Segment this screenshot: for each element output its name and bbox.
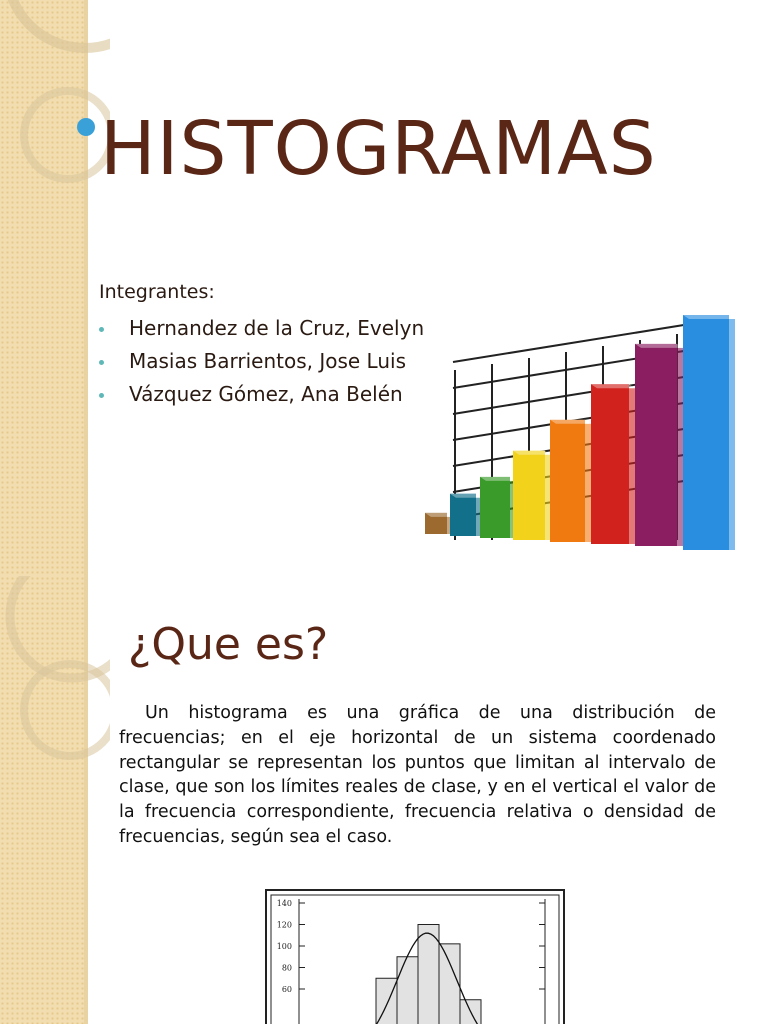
y-tick-label: 100 <box>276 942 292 951</box>
list-item: Masias Barrientos, Jose Luis <box>99 345 424 378</box>
deco-bar <box>550 420 591 542</box>
histogram-bar <box>418 925 439 1024</box>
bullet-icon <box>99 360 104 365</box>
list-item: Vázquez Gómez, Ana Belén <box>99 378 424 411</box>
blue-dot-icon <box>77 118 95 136</box>
bullet-icon <box>99 393 104 398</box>
deco-bar <box>480 477 516 538</box>
bullet-icon <box>99 327 104 332</box>
decorative-circles <box>0 0 110 576</box>
deco-bar <box>450 494 482 536</box>
member-list <box>99 312 424 411</box>
deco-bar <box>635 344 683 546</box>
definition-paragraph: Un histograma es una gráfica de una distribución de frecuencias; en el eje horizontal de un sistema coordenado rectangular se representan los puntos que limitan al intervalo de clase, que son los límites reales de clase, y en el vertical el valor de la frecuencia correspondiente, frecuencia relativa o densidad de frecuencias, según sea el caso. <box>119 703 716 847</box>
y-tick-label: 120 <box>276 920 292 930</box>
deco-bar <box>683 315 735 550</box>
histogram-bar <box>397 957 418 1024</box>
list-item: Hernandez de la Cruz, Evelyn <box>99 312 424 345</box>
deco-bar <box>513 451 551 540</box>
slide-definition <box>0 576 768 1024</box>
deco-bar <box>591 384 635 544</box>
page-title: HISTOGRAMAS <box>100 106 657 192</box>
bar-chart-decoration <box>415 310 755 570</box>
integrantes-label: Integrantes: <box>99 281 215 303</box>
histogram-bar <box>439 944 460 1024</box>
deco-bar <box>425 513 453 534</box>
y-tick-label: 80 <box>281 963 292 973</box>
y-tick-label: 140 <box>276 899 292 908</box>
section-heading: ¿Que es? <box>128 619 329 670</box>
y-tick-label: 60 <box>281 985 292 994</box>
histogram-chart <box>265 889 565 1024</box>
decorative-circles <box>0 576 110 1024</box>
histogram-bar <box>376 978 397 1024</box>
